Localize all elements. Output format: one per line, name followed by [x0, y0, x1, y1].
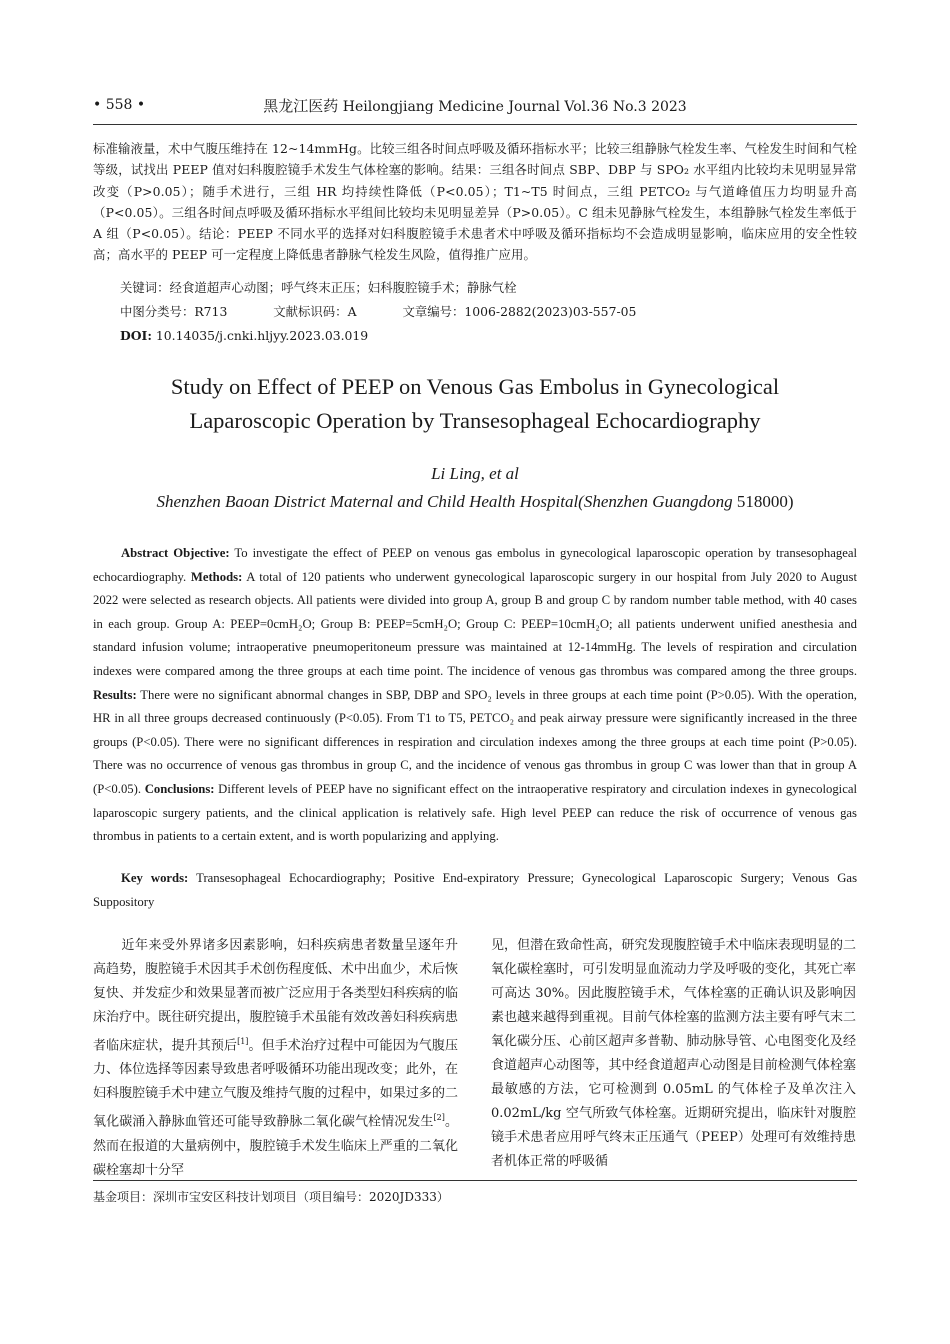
- classification-line: [120, 301, 636, 322]
- body-paragraph: 近年来受外界诸多因素影响，妇科疾病患者数量呈逐年升高趋势，腹腔镜手术因其手术创伤程度低、术中出血少，术后恢复快、并发症少和效果显著而被广泛应用于各类型妇科疾病的临床治疗中。既往研究提出，腹腔镜手术虽能有效改善妇科疾病患者临床症状，提升其预后[1]。但手术治疗过程中可能因为气腹压力、体位选择等因素导致患者呼吸循环功能出现改变；此外，在妇科腹腔镜手术中建立气腹及维持气腹的过程中，如果过多的二氧化碳涌入静脉血管还可能导致静脉二氧化碳气栓情况发生[2]。然而在报道的大量病例中，腹腔镜手术发生临床上严重的二氧化碳栓塞却十分罕: [93, 938, 458, 1178]
- results-text: There were no significant abnormal changes in SBP, DBP and SPO₂ levels in three groups at each time point (P>0.05). With the operation, HR in all three groups decreased continuously (P<0.05). From T1 to T5, PETCO₂ and peak airway pressure were significantly increased in the three groups (P<0.05). There were no significant differences in respiration and circulation indexes among the three groups at each time point (P>0.05). There was no occurrence of venous gas thrombus in group C, and the incidence of venous gas thrombus in group C was lower than that in group A (P<0.05).: [93, 687, 857, 796]
- english-abstract: [93, 542, 857, 849]
- page-header: [93, 93, 857, 123]
- citation-1[interactable]: [1]: [237, 1037, 249, 1046]
- document-code: 文献标识码：A: [273, 304, 357, 319]
- author: Li Ling, et al: [431, 464, 519, 483]
- header-rule: [93, 124, 857, 125]
- objective-label: Abstract Objective:: [121, 546, 230, 560]
- citation-2[interactable]: [2]: [433, 1113, 445, 1123]
- funding-footnote: 基金项目：深圳市宝安区科技计划项目（项目编号：2020JD333）: [93, 1190, 449, 1204]
- doi-line: [120, 325, 368, 346]
- article-number: 文章编号：1006-2882(2023)03-557-05: [402, 304, 637, 319]
- results-label: Results:: [93, 687, 137, 702]
- journal-name-cn: 黑龙江医药: [263, 97, 339, 115]
- page-number: • 558 •: [93, 97, 146, 113]
- body-column-left: [93, 934, 458, 1183]
- chinese-abstract-continuation: 标准输液量，术中气腹压维持在 12~14mmHg。比较三组各时间点呼吸及循环指标水平；比较三组静脉气栓发生率、气栓发生时间和气栓等级，试找出 PEEP 值对妇科腹腔镜手术发生气体栓塞的影响。结果：三组各时间点 SBP、DBP 与 SPO₂ 水平组内比较均未见明显异常改变（P>0.05）；随手术进行，三组 HR 均持续性降低（P<0.05）；T1~T5 时间点，三组 PETCO₂ 与气道峰值压力均明显升高（P<0.05）。三组各时间点呼吸及循环指标水平组间比较均未见明显差异（P>0.05）。C 组未见静脉气栓发生，本组静脉气栓发生率低于 A 组（P<0.05）。结论：PEEP 不同水平的选择对妇科腹腔镜手术患者术中呼吸及循环指标均不会造成明显影响，临床应用的安全性较高；高水平的 PEEP 可一定程度上降低患者静脉气栓发生风险，值得推广应用。: [93, 141, 857, 263]
- doi-link[interactable]: 10.14035/j.cnki.hljyy.2023.03.019: [155, 328, 369, 343]
- clc-number: 中图分类号：R713: [120, 304, 228, 319]
- affiliation-location: (Shenzhen Guangdong: [578, 492, 733, 511]
- body-paragraph: 见，但潜在致命性高，研究发现腹腔镜手术中临床表现明显的二氧化碳栓塞时，可引发明显血流动力学及呼吸的变化，其死亡率可高达 30%。因此腹腔镜手术，气体栓塞的正确认识及影响因素也越来越得到重视。目前气体栓塞的监测方法主要有呼气末二氧化碳分压、心前区超声多普勒、肺动脉导管、心电图变化及经食道超声心动图等，其中经食道超声心动图是目前检测气体栓塞最敏感的方法，它可检测到 0.05mL 的气体栓子及单次注入 0.02mL/kg 空气所致气体栓塞。近期研究提出，临床针对腹腔镜手术患者应用呼气终末正压通气（PEEP）处理可有效维持患者机体正常的呼吸循: [491, 938, 856, 1169]
- methods-text: A total of 120 patients who underwent gynecological laparoscopic surgery in our hospital from July 2020 to August 2022 were selected as research objects. All patients were divided into group A, group B and group C by random number table method, with 40 cases in each group. Group A: PEEP=0cmH₂O; Group B: PEEP=5cmH₂O; Group C: PEEP=10cmH₂O; all patients underwent unified anesthesia and standard infusion volume; intraoperative pneumoperitoneum pressure was maintained at 12-14mmHg. The levels of respiration and circulation indexes were compared among the three groups at each time point. The incidence of venous gas thrombus was compared among the three groups.: [93, 569, 857, 678]
- english-title: [93, 370, 857, 438]
- objective-text: To investigate the effect of PEEP on venous gas embolus in gynecological laparoscopic operation by transesophageal echocardiography.: [93, 546, 857, 584]
- methods-label: Methods:: [190, 569, 243, 584]
- journal-running-title: [93, 95, 857, 116]
- conclusions-label: Conclusions:: [144, 781, 215, 796]
- body-column-right: [491, 934, 856, 1174]
- doi-label: DOI:: [120, 328, 152, 343]
- affiliation-postcode: 518000): [736, 492, 794, 511]
- affiliation-name: Shenzhen Baoan District Maternal and Child Health Hospital: [156, 492, 579, 511]
- english-keywords: [93, 867, 857, 914]
- journal-name-en: Heilongjiang Medicine Journal Vol.36 No.3 2023: [342, 99, 687, 115]
- keywords-label: Key words:: [121, 871, 189, 885]
- conclusions-text: Different levels of PEEP have no significant effect on the intraoperative respiratory and circulation indexes in gynecological laparoscopic surgery patients, and the clinical application is relatively safe. High level PEEP can reduce the risk of occurrence of venous gas thrombus in patients to a certain extent, and is worth popularizing and applying.: [93, 781, 857, 844]
- chinese-keywords: 关键词：经食道超声心动图；呼气终末正压；妇科腹腔镜手术；静脉气栓: [120, 280, 517, 295]
- english-title-line-2: Laparoscopic Operation by Transesophageal Echocardiography: [189, 408, 761, 433]
- footnote-rule: [93, 1180, 857, 1181]
- english-title-line-1: Study on Effect of PEEP on Venous Gas Embolus in Gynecological: [170, 374, 780, 399]
- keywords-text: Transesophageal Echocardiography; Positive End-expiratory Pressure; Gynecological Laparoscopic Surgery; Venous Gas Suppository: [93, 871, 858, 909]
- affiliation: [93, 492, 857, 512]
